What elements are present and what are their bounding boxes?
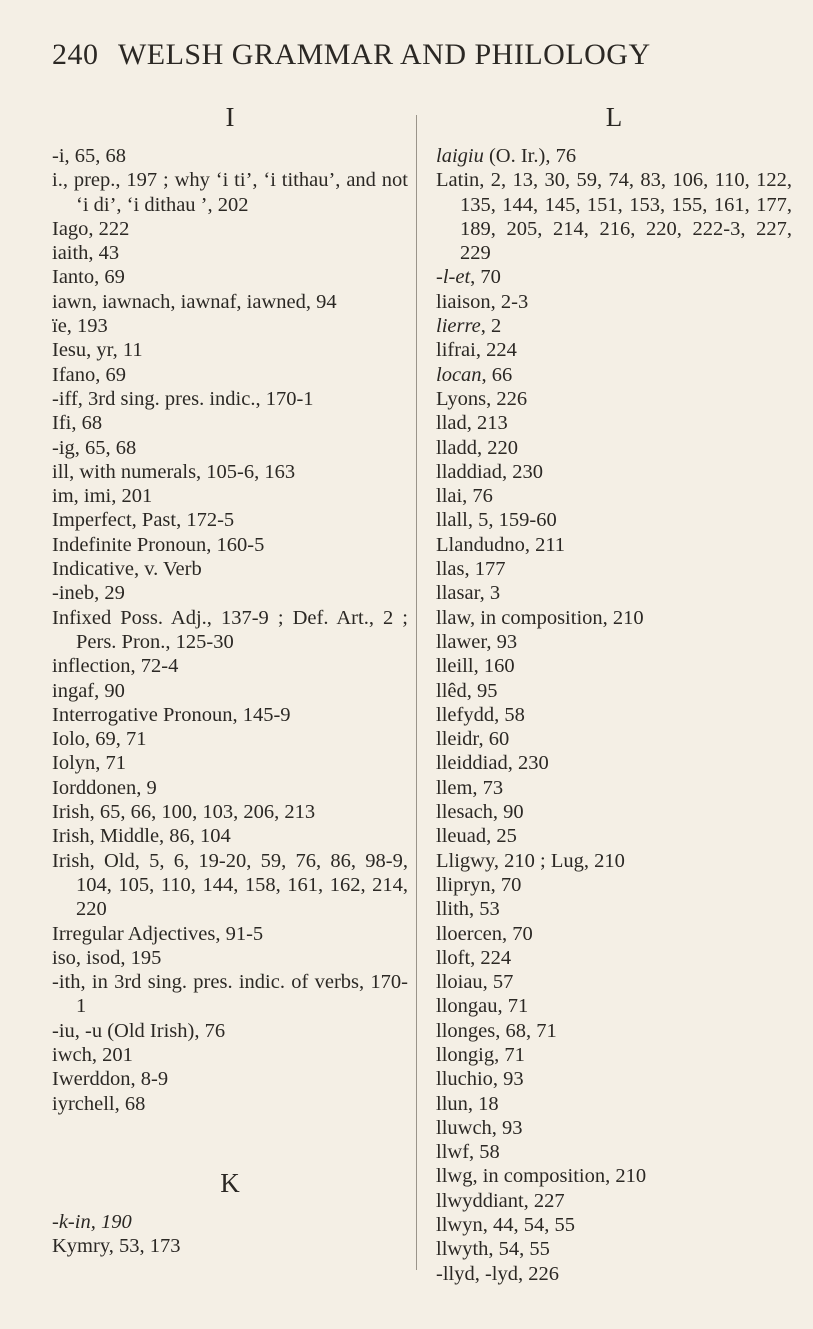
index-entry: lloercen, 70 bbox=[436, 922, 533, 945]
index-entry: Irish, Old, 5, 6, 19-20, 59, 76, 86, 98-9, 104, 105, 110, 144, 158, 161, 162, 214, 220 bbox=[52, 849, 414, 921]
index-entry: lloft, 224 bbox=[436, 946, 512, 969]
index-entry: llongau, 71 bbox=[436, 995, 529, 1018]
index-entry: llwyddiant, 227 bbox=[436, 1189, 565, 1212]
index-entry: lladd, 220 bbox=[436, 436, 518, 459]
index-entry: llonges, 68, 71 bbox=[436, 1019, 557, 1042]
section-spacer bbox=[52, 1116, 408, 1166]
index-entry: liaison, 2-3 bbox=[436, 290, 529, 313]
index-entry: -ig, 65, 68 bbox=[52, 436, 137, 459]
index-entry: Iolyn, 71 bbox=[52, 752, 127, 775]
index-entry: lloiau, 57 bbox=[436, 971, 514, 994]
index-entry: lladdiad, 230 bbox=[436, 460, 544, 483]
index-entry: -llyd, -lyd, 226 bbox=[436, 1262, 559, 1285]
italic-headword: -l-et bbox=[436, 266, 471, 289]
index-entry: iyrchell, 68 bbox=[52, 1092, 146, 1115]
index-entry: iawn, iawnach, iawnaf, iawned, 94 bbox=[52, 290, 337, 313]
page-number: 240 bbox=[52, 38, 99, 71]
index-entry: llwf, 58 bbox=[436, 1141, 500, 1164]
index-entry: Llandudno, 211 bbox=[436, 533, 566, 556]
index-entry: iaith, 43 bbox=[52, 242, 120, 265]
index-entry: lluwch, 93 bbox=[436, 1116, 523, 1139]
index-entry: Ifano, 69 bbox=[52, 363, 127, 386]
index-entry: Kymry, 53, 173 bbox=[52, 1235, 181, 1258]
index-entry: -ith, in 3rd sing. pres. indic. of verbs, 170-1 bbox=[52, 971, 408, 1018]
index-entry: Interrogative Pronoun, 145-9 bbox=[52, 703, 291, 726]
index-entry: Indicative, v. Verb bbox=[52, 558, 202, 581]
index-entry: Iorddonen, 9 bbox=[52, 776, 157, 799]
italic-headword: locan bbox=[436, 363, 482, 386]
index-entry: llongig, 71 bbox=[436, 1043, 525, 1066]
index-entry: llem, 73 bbox=[436, 776, 504, 799]
index-entry bbox=[436, 314, 792, 338]
index-entry: ingaf, 90 bbox=[52, 679, 125, 702]
index-entry: llai, 76 bbox=[436, 485, 493, 508]
index-entry: llwyn, 44, 54, 55 bbox=[436, 1214, 575, 1237]
index-entry: -iu, -u (Old Irish), 76 bbox=[52, 1019, 226, 1042]
index-entry: lleiddiad, 230 bbox=[436, 752, 549, 775]
index-entry: lluchio, 93 bbox=[436, 1068, 524, 1091]
section-letter-k: K bbox=[220, 1167, 240, 1198]
index-entry: lleuad, 25 bbox=[436, 825, 517, 848]
index-entry: llipryn, 70 bbox=[436, 873, 522, 896]
index-entry: lleidr, 60 bbox=[436, 728, 510, 751]
left-column bbox=[52, 100, 414, 1258]
index-entry bbox=[436, 144, 792, 168]
index-entry bbox=[436, 265, 792, 289]
index-entry: Latin, 2, 13, 30, 59, 74, 83, 106, 110, 122, 135, 144, 145, 151, 153, 155, 161, 177, 189, 205, 214, 216, 220, 222-3, 227, 229 bbox=[436, 169, 798, 265]
index-entry: llaw, in composition, 210 bbox=[436, 606, 644, 629]
index-entry: ill, with numerals, 105-6, 163 bbox=[52, 460, 296, 483]
index-entry: Ianto, 69 bbox=[52, 266, 125, 289]
index-entry: llall, 5, 159-60 bbox=[436, 509, 557, 532]
index-entry: Iago, 222 bbox=[52, 217, 130, 240]
index-entry: llwg, in composition, 210 bbox=[436, 1165, 647, 1188]
index-entry: Lligwy, 210 ; Lug, 210 bbox=[436, 849, 625, 872]
index-entry: Iolo, 69, 71 bbox=[52, 728, 147, 751]
index-entry: llesach, 90 bbox=[436, 801, 524, 824]
index-entry: llawer, 93 bbox=[436, 630, 518, 653]
index-entry: iwch, 201 bbox=[52, 1043, 133, 1066]
index-entry: Indefinite Pronoun, 160-5 bbox=[52, 533, 265, 556]
right-column bbox=[436, 100, 798, 1286]
index-entry: llun, 18 bbox=[436, 1092, 499, 1115]
running-title: WELSH GRAMMAR AND PHILOLOGY bbox=[117, 38, 651, 71]
index-entry: Iesu, yr, 11 bbox=[52, 339, 143, 362]
index-entry: Imperfect, Past, 172-5 bbox=[52, 509, 235, 532]
index-entry: i., prep., 197 ; why ‘i ti’, ‘i tithau’, and not ‘i di’, ‘i dithau ’, 202 bbox=[52, 169, 414, 216]
entry-rest: , 2 bbox=[480, 315, 502, 338]
index-entry: llas, 177 bbox=[436, 558, 506, 581]
entry-rest: , 66 bbox=[481, 363, 513, 386]
index-entry: llith, 53 bbox=[436, 898, 500, 921]
index-entry: Infixed Poss. Adj., 137-9 ; Def. Art., 2 ; Pers. Pron., 125-30 bbox=[52, 606, 414, 653]
page-header bbox=[52, 38, 772, 72]
index-entry: -ineb, 29 bbox=[52, 582, 125, 605]
index-entry: -k-in, 190 bbox=[52, 1210, 132, 1233]
section-l-entries bbox=[436, 144, 798, 1286]
index-entry: Irish, Middle, 86, 104 bbox=[52, 825, 231, 848]
index-entry: -iff, 3rd sing. pres. indic., 170-1 bbox=[52, 387, 314, 410]
index-entry: Irish, 65, 66, 100, 103, 206, 213 bbox=[52, 801, 316, 824]
index-entry: Lyons, 226 bbox=[436, 387, 528, 410]
index-entry: Irregular Adjectives, 91-5 bbox=[52, 922, 264, 945]
section-i-entries bbox=[52, 144, 414, 1116]
index-entry: -i, 65, 68 bbox=[52, 145, 127, 167]
index-entry: lifrai, 224 bbox=[436, 339, 517, 362]
index-entry: ïe, 193 bbox=[52, 315, 108, 338]
column-divider bbox=[416, 115, 417, 1270]
index-entry: inflection, 72-4 bbox=[52, 655, 179, 678]
index-entry: iso, isod, 195 bbox=[52, 946, 162, 969]
section-letter-i: I bbox=[225, 102, 235, 132]
index-entry: im, imi, 201 bbox=[52, 485, 153, 508]
index-entry: llasar, 3 bbox=[436, 582, 501, 605]
entry-rest: (O. Ir.), 76 bbox=[483, 145, 577, 167]
index-entry: Ifi, 68 bbox=[52, 412, 103, 435]
section-letter-l: L bbox=[605, 102, 623, 132]
index-entry: lleill, 160 bbox=[436, 655, 515, 678]
italic-headword: laigiu bbox=[436, 145, 484, 167]
index-entry: llêd, 95 bbox=[436, 679, 498, 702]
italic-headword: lierre bbox=[436, 315, 481, 338]
section-k-entries bbox=[52, 1210, 408, 1259]
index-entry bbox=[436, 363, 792, 387]
index-entry: llad, 213 bbox=[436, 412, 508, 435]
index-entry: llefydd, 58 bbox=[436, 703, 525, 726]
entry-rest: , 70 bbox=[470, 266, 501, 289]
index-entry: Iwerddon, 8-9 bbox=[52, 1068, 169, 1091]
index-entry: llwyth, 54, 55 bbox=[436, 1238, 550, 1261]
